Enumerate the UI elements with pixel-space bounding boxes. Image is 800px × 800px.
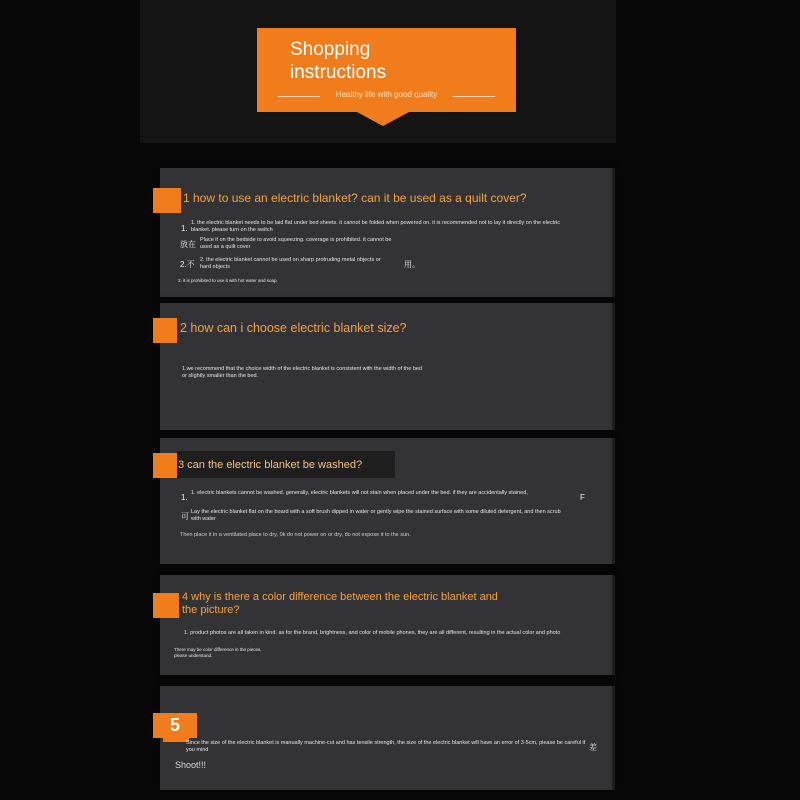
header-banner bbox=[257, 28, 516, 112]
answer-1-text-3: 2. the electric blanket cannot be used on sharp protruding metal objects or hard objects bbox=[200, 257, 381, 270]
header-pointer bbox=[357, 112, 409, 126]
answer-5-text-2: Shoot!!! bbox=[175, 760, 207, 770]
faq-panel-5 bbox=[160, 686, 615, 790]
answer-3-text-1: 1. electric blankets cannot be washed. generally, electric blankets will not stain when placed under the bed. if they are accidentally stained, bbox=[191, 490, 528, 496]
answer-4-text-1: 1. product photos are all taken in kind. as for the brand, brightness, and color of mobile phones, they are all different, resulting in the actual color and photo bbox=[184, 630, 561, 636]
question-2: 2 how can i choose electric blanket size? bbox=[180, 321, 407, 335]
question-4-line-2: the picture? bbox=[182, 604, 240, 616]
question-4-line-1: 4 why is there a color difference between the electric blanket and bbox=[182, 591, 498, 603]
page-subtitle: Healthy life with good quality bbox=[335, 90, 438, 99]
section-number-5: 5 bbox=[153, 713, 197, 738]
answer-3-marker-2: 可 bbox=[181, 512, 189, 521]
section-marker-1 bbox=[153, 188, 181, 213]
title-line-2: instructions bbox=[290, 62, 387, 83]
answer-3-suffix-1: F bbox=[580, 493, 585, 502]
answer-1-suffix-3: 用。 bbox=[404, 260, 420, 269]
answer-4-text-2: There may be color difference in the pieces, please understand. bbox=[174, 647, 262, 658]
question-3: 3 can the electric blanket be washed? bbox=[178, 459, 363, 471]
section-marker-2 bbox=[153, 318, 177, 343]
answer-3-text-2: Lay the electric blanket flat on the board with a soft brush dipped in water or gently wipe the stained surface with some diluted detergent, and then scrub with water bbox=[191, 509, 561, 522]
subtitle-rule-right bbox=[453, 96, 495, 97]
answer-3-text-3: Then place it in a ventilated place to dry, 0k do not power on or dry, do not expose it to the sun. bbox=[180, 532, 411, 538]
question-4 bbox=[182, 591, 498, 617]
page-title bbox=[290, 38, 500, 84]
answer-3-marker-1: 1. bbox=[181, 493, 188, 502]
answer-1-marker-1: 1. bbox=[181, 224, 188, 233]
answer-1-text-4: 3. it is prohibited to use it with hot water and soap. bbox=[178, 278, 278, 283]
answer-1-marker-2: 放在 bbox=[180, 240, 196, 249]
answer-1-text-1: 1. the electric blanket needs to be laid flat under bed sheets. it cannot be folded when powered on. it is recommended not to lay it directly on the electric blanket. please turn on the switch bbox=[191, 220, 561, 233]
answer-1-text-2: Place it on the bedside to avoid squeezing. coverage is prohibited. it cannot be used as a quilt cover bbox=[200, 237, 392, 250]
answer-1-marker-3: 2.不 bbox=[180, 260, 195, 269]
question-1: 1 how to use an electric blanket? can it be used as a quilt cover? bbox=[183, 191, 527, 205]
answer-2-text-1: 1.we recommend that the choice width of the electric blanket is consistent with the width of the bed or slightly smaller than the bed. bbox=[182, 366, 422, 379]
answer-5-suffix-1: 差 bbox=[589, 743, 597, 752]
section-marker-3 bbox=[153, 453, 177, 478]
faq-panel-4 bbox=[160, 575, 615, 675]
title-line-1: Shopping bbox=[290, 39, 371, 60]
answer-5-text-1: Since the size of the electric blanket is manually machine-cut and has tensile strength, the size of the electric blanket will have an error of 3-5cm, please be careful if you mind bbox=[186, 740, 586, 753]
section-marker-4 bbox=[153, 593, 179, 618]
